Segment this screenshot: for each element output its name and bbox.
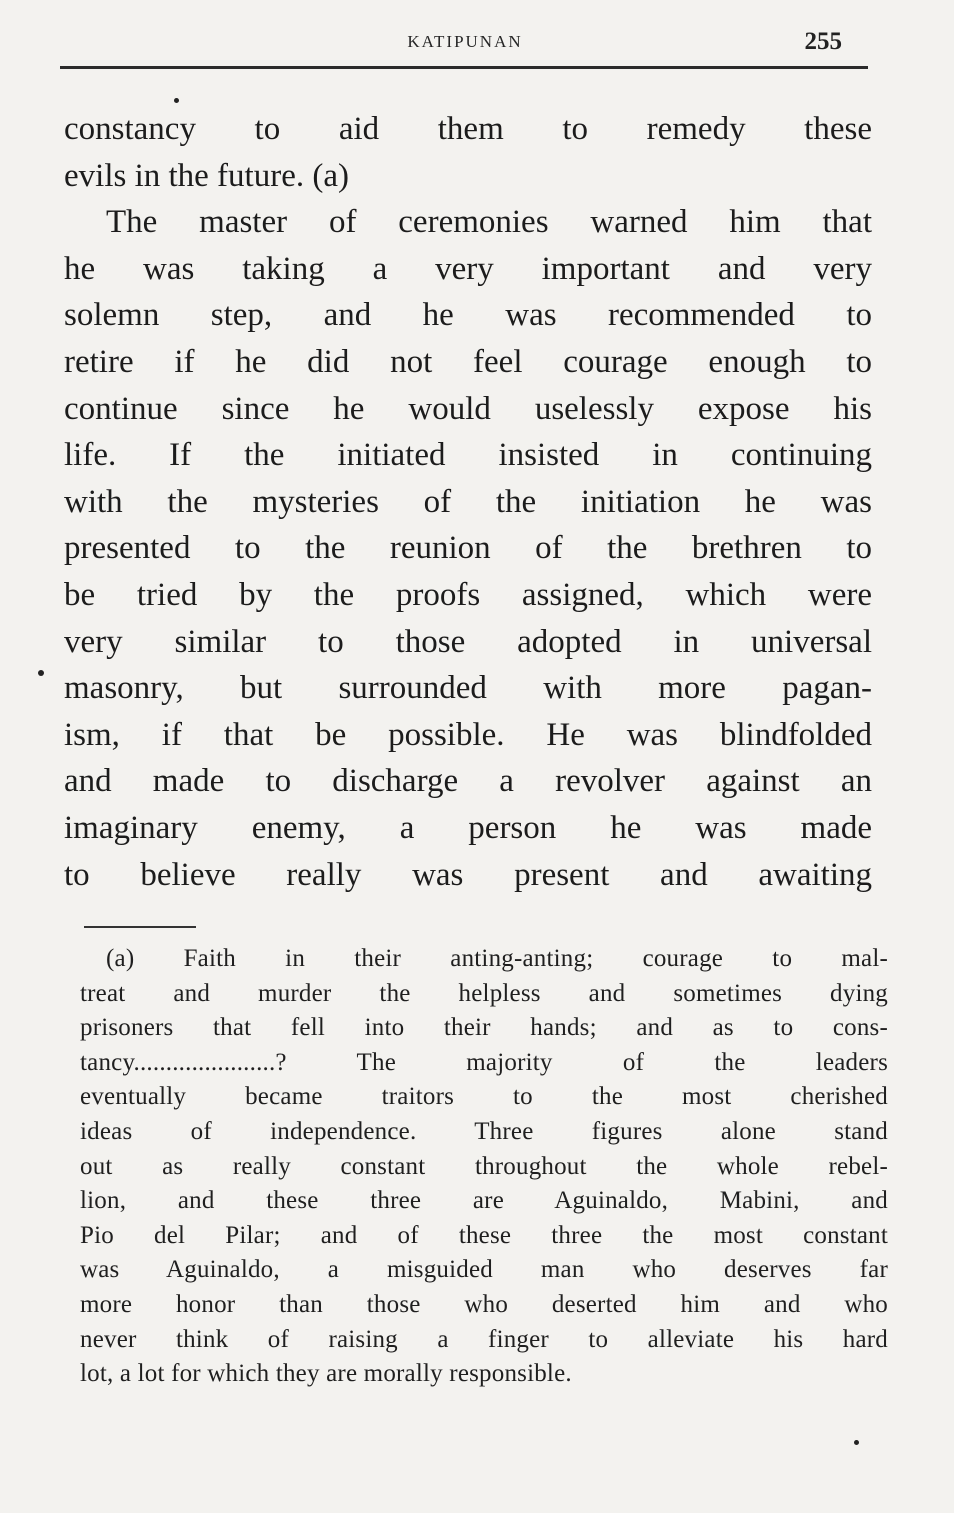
footnote-line: lion, and these three are Aguinaldo, Mabini, and [80, 1187, 888, 1215]
body-line: evils in the future. (a) [64, 157, 349, 194]
body-line: ism, if that be possible. He was blindfolded [64, 716, 872, 753]
body-line: The master of ceremonies warned him that [106, 204, 872, 241]
body-line: he was taking a very important and very [64, 250, 872, 287]
footnote-line: eventually became traitors to the most cherished [80, 1083, 888, 1111]
footnote-line: more honor than those who deserted him and who [80, 1290, 888, 1318]
footnote-line: lot, a lot for which they are morally responsible. [80, 1360, 572, 1388]
footnote [80, 942, 888, 1392]
header-rule [60, 66, 868, 69]
body-line: very similar to those adopted in universal [64, 623, 872, 660]
page-number: 255 [804, 28, 842, 55]
body-line: constancy to aid them to remedy these [64, 111, 872, 147]
body-line: to believe really was present and awaiting [64, 856, 872, 893]
body-line: life. If the initiated insisted in continuing [64, 437, 872, 474]
footnote-line: Pio del Pilar; and of these three the most constant [80, 1221, 888, 1249]
print-speck [38, 670, 44, 676]
running-head [60, 28, 870, 68]
footnote-line: (a) Faith in their anting-anting; courage to mal- [106, 945, 888, 972]
footnote-line: tancy......................? The majority of the leaders [80, 1048, 888, 1076]
footnote-line: prisoners that fell into their hands; and as to cons- [80, 1014, 888, 1042]
body-line: continue since he would uselessly expose his [64, 390, 872, 427]
print-speck [174, 98, 179, 103]
footnote-line: was Aguinaldo, a misguided man who deserves far [80, 1256, 888, 1284]
footnote-line: treat and murder the helpless and sometimes dying [80, 979, 888, 1007]
footnote-rule [84, 926, 196, 928]
body-line: and made to discharge a revolver against an [64, 763, 872, 800]
body-line: retire if he did not feel courage enough to [64, 343, 872, 380]
body-line: be tried by the proofs assigned, which were [64, 576, 872, 613]
body-line: imaginary enemy, a person he was made [64, 809, 872, 846]
body-line: with the mysteries of the initiation he was [64, 483, 872, 520]
footnote-line: ideas of independence. Three figures alone stand [80, 1117, 888, 1145]
body-line: solemn step, and he was recommended to [64, 297, 872, 334]
footnote-line: out as really constant throughout the whole rebel- [80, 1152, 888, 1180]
body-line: presented to the reunion of the brethren to [64, 530, 872, 567]
body-text [64, 106, 872, 898]
body-line: masonry, but surrounded with more pagan- [64, 670, 872, 707]
footnote-line: never think of raising a finger to alleviate his hard [80, 1325, 888, 1353]
print-speck [854, 1440, 859, 1445]
running-title: KATIPUNAN [407, 32, 523, 51]
